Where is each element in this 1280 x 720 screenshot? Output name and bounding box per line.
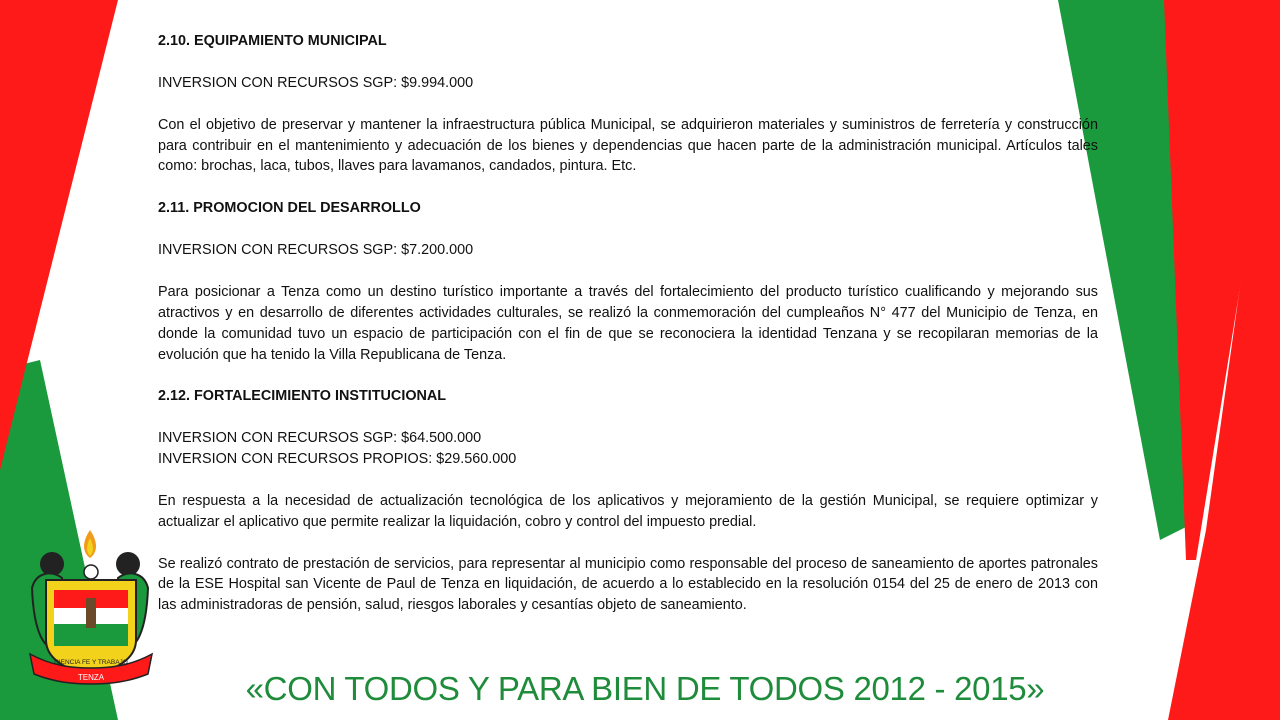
section-heading: 2.11. PROMOCION DEL DESARROLLO [158, 200, 421, 217]
crest-town-text: TENZA [77, 673, 105, 682]
section-paragraph: En respuesta a la necesidad de actualización tecnológica de los aplicativos y mejoramiento de la gestión Municipal, se requiere optimizar y actualizar el aplicativo que permite realizar la liquidación, cobro y control del impuesto predial. [158, 492, 1098, 530]
slogan: «CON TODOS Y PARA BIEN DE TODOS 2012 - 2015» [245, 670, 1045, 707]
document-content [158, 31, 1098, 616]
section-paragraph: Con el objetivo de preservar y mantener la infraestructura pública Municipal, se adquirieron materiales y suministros de ferretería y construcción para contribuir en el mantenimiento y adecuación de los bienes y dependencias que hacen parte de la administración municipal. Artículos tales como: brochas, laca, tubos, llaves para lavamanos, candados, pintura. Etc. [158, 116, 1098, 175]
section-heading: 2.10. EQUIPAMIENTO MUNICIPAL [158, 33, 387, 49]
section-paragraph: Se realizó contrato de prestación de servicios, para representar al municipio como responsable del proceso de saneamiento de aportes patronales de la ESE Hospital san Vicente de Paul de Tenza en liquidación, de acuerdo a lo establecido en la resolución 0154 del 25 de enero de 2013 con las administradoras de pensión, salud, riesgos laborales y cesantías objeto de saneamiento. [158, 555, 1098, 614]
investment-line: INVERSION CON RECURSOS SGP: $7.200.000 [158, 242, 474, 258]
investment-line: INVERSION CON RECURSOS SGP: $64.500.000 [158, 430, 482, 447]
crest-motto-text: CIENCIA FE Y TRABAJO [54, 659, 128, 666]
investment-line: INVERSION CON RECURSOS PROPIOS: $29.560.000 [158, 451, 517, 468]
section-paragraph: Para posicionar a Tenza como un destino turístico importante a través del fortalecimiento del producto turístico cualificando y mejorando sus atractivos y en desarrollo de diferentes actividades culturales, se realizó la conmemoración del cumpleaños N° 477 del Municipio de Tenza, en donde la comunidad tuvo un espacio de participación con el fin de que se reconociera la identidad Tenzana y se recopilaran memorias de la evolución que ha tenido la Villa Republicana de Tenza. [158, 283, 1098, 363]
section-heading: 2.12. FORTALECIMIENTO INSTITUCIONAL [158, 388, 447, 405]
investment-line: INVERSION CON RECURSOS SGP: $9.994.000 [158, 74, 474, 91]
left-red-stripe [0, 0, 118, 470]
municipal-crest-logo [22, 528, 162, 688]
